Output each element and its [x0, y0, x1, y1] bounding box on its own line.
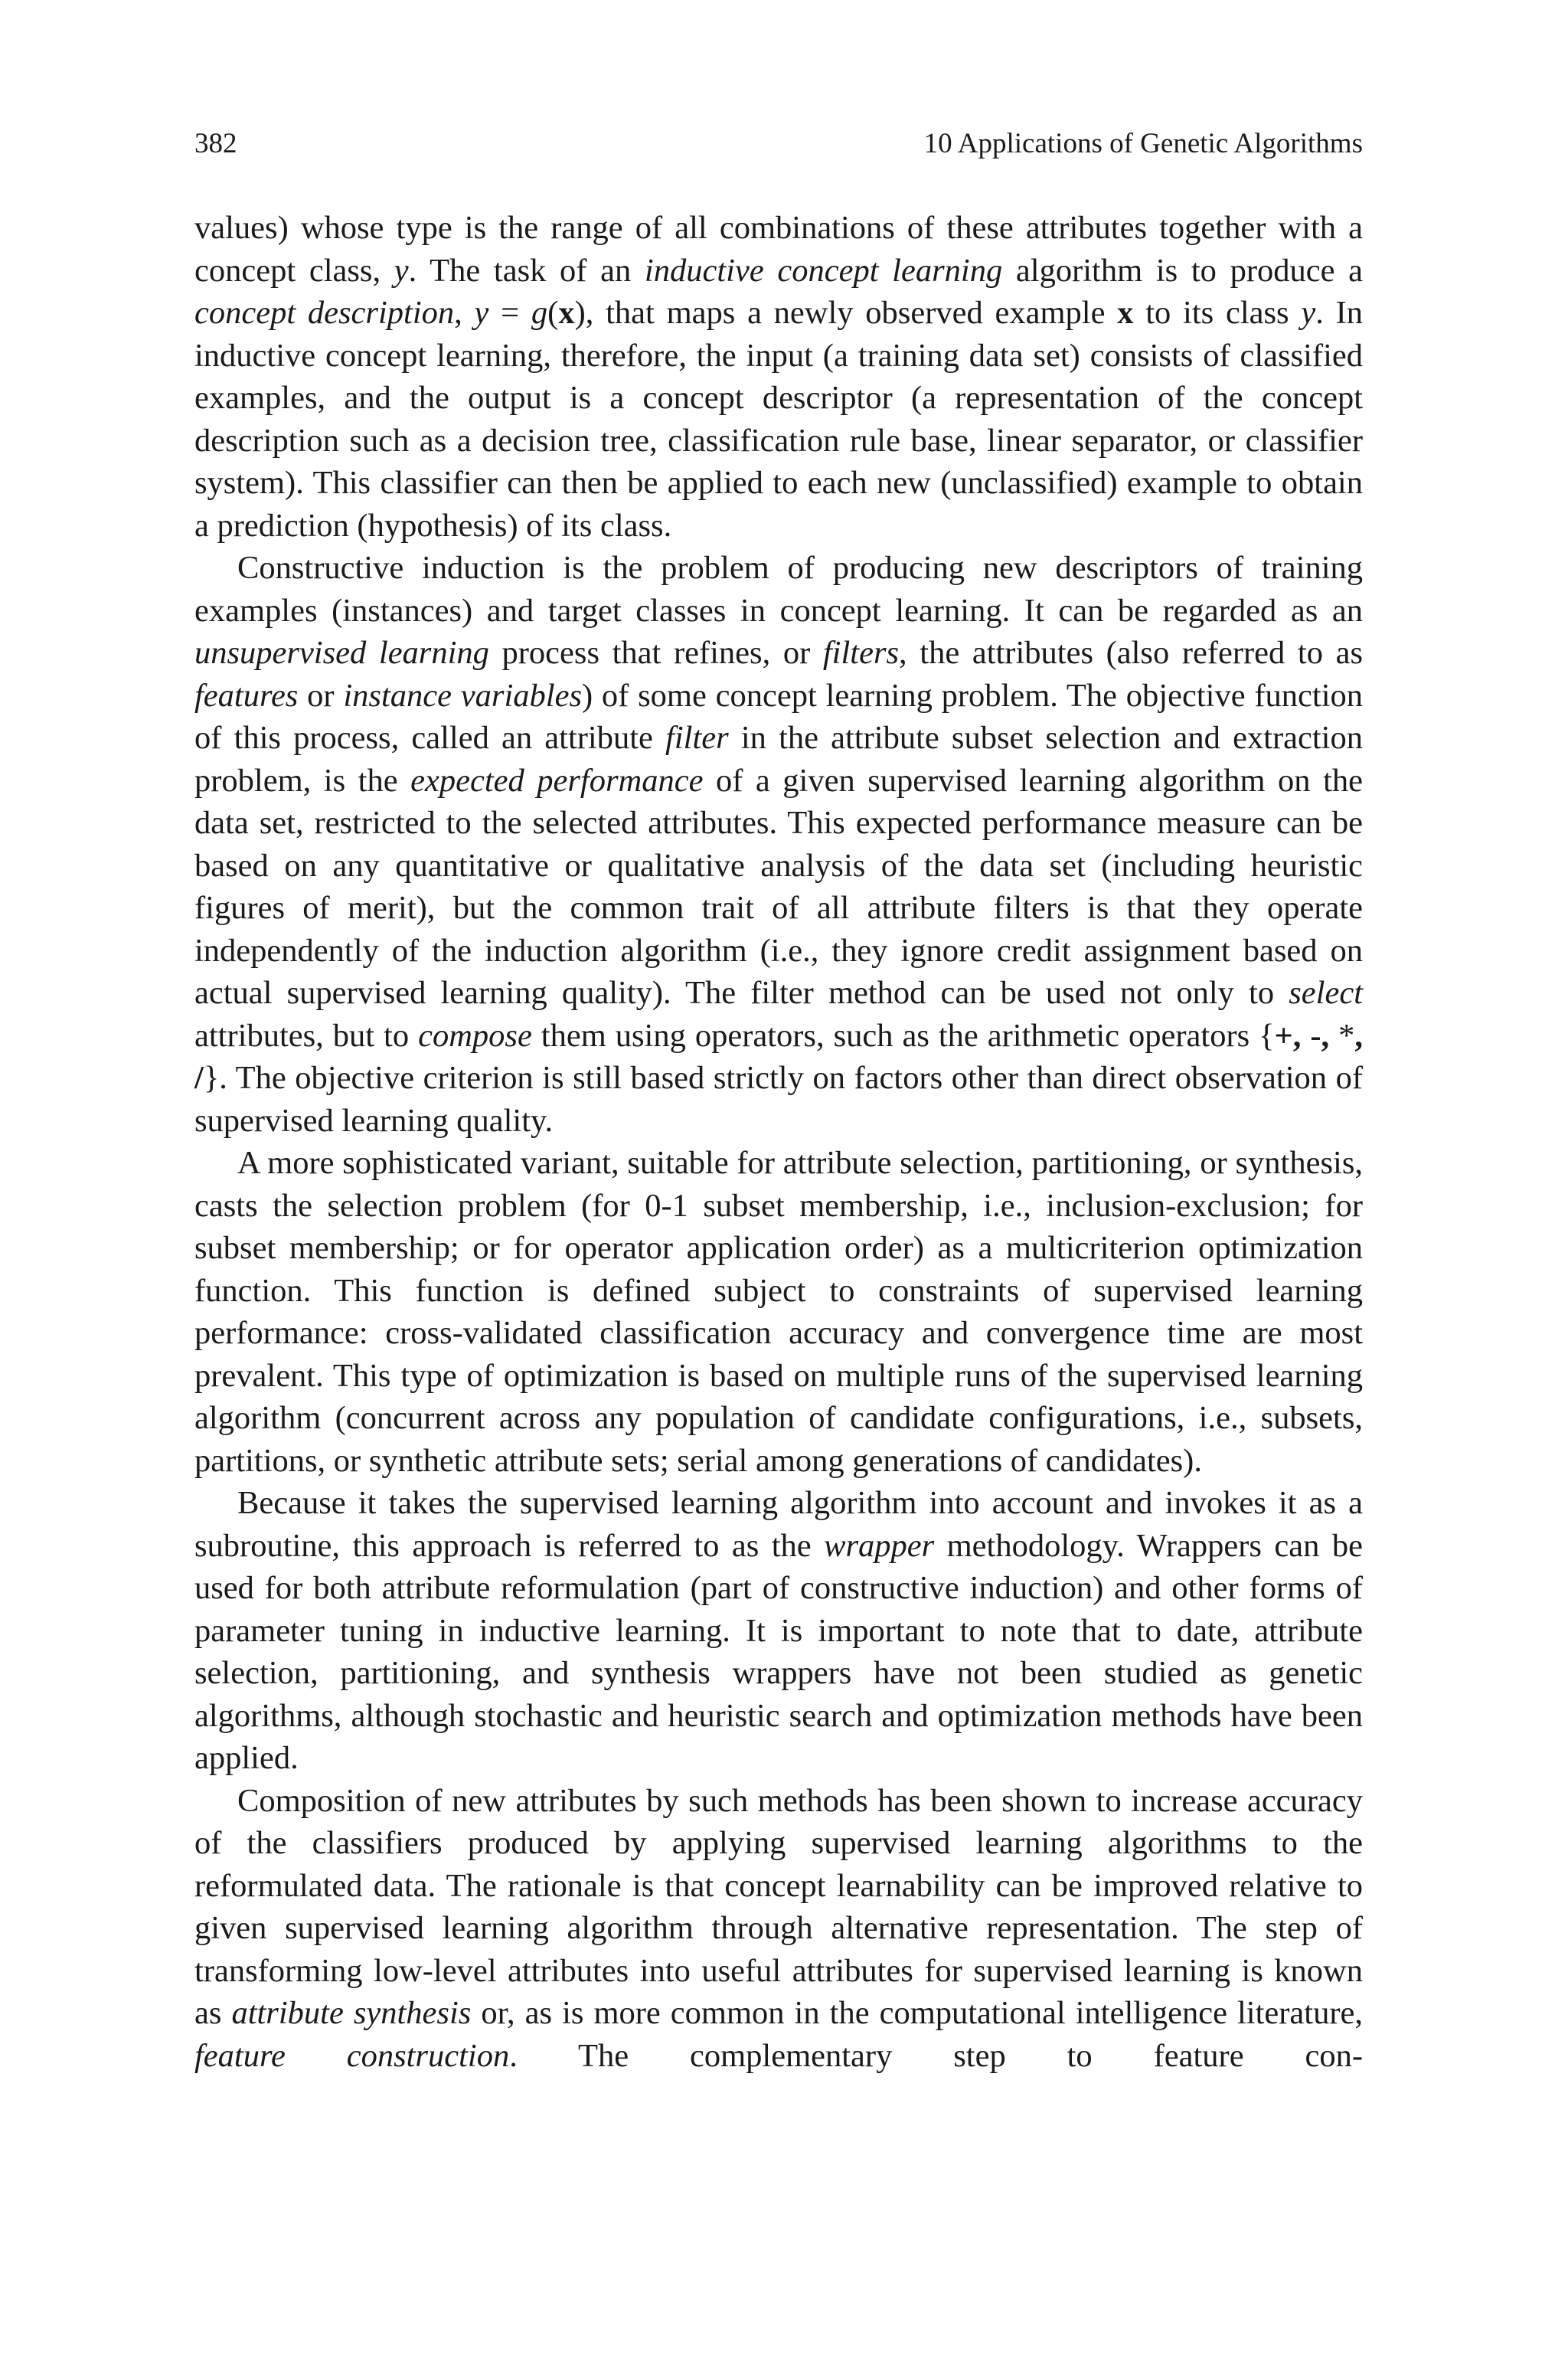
italic-term: wrapper — [824, 1527, 935, 1564]
text-run: them using operators, such as the arithmetic operators { — [531, 1017, 1275, 1054]
text-run: . The task of an — [408, 252, 645, 289]
page-number: 382 — [194, 128, 237, 159]
bold-term: , / — [194, 1017, 1363, 1096]
italic-term: select — [1289, 975, 1363, 1011]
body-text — [194, 207, 1363, 2077]
italic-term: feature construction — [194, 2037, 510, 2074]
italic-term: compose — [418, 1017, 532, 1054]
italic-term: expected performance — [410, 762, 704, 799]
italic-term: instance variables — [343, 677, 582, 714]
paragraph — [194, 1780, 1363, 2078]
italic-term: y — [1301, 295, 1316, 331]
text-run: in the attribute subset selection and extraction problem, is the — [194, 720, 1363, 799]
text-run: ), that maps a newly observed example — [574, 295, 1118, 331]
text-run: Because it takes the supervised learning algorithm into account and invokes it as a subroutine, this approach is referred to as the — [194, 1485, 1363, 1564]
italic-term: features — [194, 677, 299, 714]
text-run: attributes, but to — [194, 1017, 419, 1054]
text-run: of a given supervised learning algorithm on the data set, restricted to the selected attributes. This expected performance measure can be based on any quantitative or qualitative analysis of the data set (including heuristic figures of merit), but the common trait of all attribute filters is that they operate independently of the induction algorithm (i.e., they ignore credit assignment based on actual supervised learning quality). The filter method can be used not only to — [194, 762, 1364, 1011]
italic-term: y — [394, 252, 409, 289]
text-run: or, as is more common in the computational intelligence literature, — [471, 1995, 1363, 2031]
text-run: }. The objective criterion is still based strictly on factors other than direct observation of supervised learning quality. — [194, 1060, 1363, 1139]
text-run: . The complementary step to feature con- — [509, 2037, 1363, 2074]
text-run: process that refines, or — [488, 635, 823, 671]
text-run: = — [488, 295, 531, 331]
italic-term: filter — [665, 720, 729, 756]
text-run: . In inductive concept learning, therefore, the input (a training data set) consists of classified examples, and the output is a concept descriptor (a representation of the concept description such as a decision tree, classification rule base, linear separator, or classifier system). This classifier can then be applied to each new (unclassified) example to obtain a prediction (hypothesis) of its class. — [194, 295, 1364, 544]
text-run: Composition of new attributes by such methods has been shown to increase accuracy of the classifiers produced by applying supervised learning algorithms to the reformulated data. The rationale is that concept learnability can be improved relative to given supervised learning algorithm through alternative representation. The step of transforming low-level attributes into useful attributes for supervised learning is known as — [194, 1782, 1363, 2031]
paragraph — [194, 1142, 1363, 1482]
bold-term: +, -, — [1274, 1017, 1339, 1054]
bold-term: x — [1117, 295, 1134, 331]
text-run: values) whose type is the range of all combinations of these attributes together with a concept class, — [194, 210, 1363, 289]
text-run: or — [298, 677, 344, 714]
bold-term: x — [558, 295, 575, 331]
italic-term: concept description — [194, 295, 455, 331]
running-head — [194, 121, 1363, 167]
paragraph — [194, 1482, 1363, 1780]
text-run: methodology. Wrappers can be used for both attribute reformulation (part of constructive induction) and other forms of parameter tuning in inductive learning. It is important to note that to date, attribute selection, partitioning, and synthesis wrappers have not been studied as genetic algorithms, although stochastic and heuristic search and optimization methods have been applied. — [194, 1527, 1363, 1776]
chapter-title: 10 Applications of Genetic Algorithms — [923, 128, 1363, 159]
italic-term: unsupervised learning — [194, 635, 489, 671]
italic-term: inductive concept learning — [644, 252, 1003, 289]
text-run: A more sophisticated variant, suitable for attribute selection, partitioning, or synthesis, casts the selection problem (for 0-1 subset membership, i.e., inclusion-exclusion; for subset membership; or for operator application order) as a multicriterion optimization function. This function is defined subject to constraints of supervised learning performance: cross-validated classification accuracy and convergence time are most prevalent. This type of optimization is based on multiple runs of the supervised learning algorithm (concurrent across any population of candidate configurations, i.e., subsets, partitions, or synthetic attribute sets; serial among generations of candidates). — [194, 1145, 1363, 1479]
text-run: Constructive induction is the problem of producing new descriptors of training examples (instances) and target classes in concept learning. It can be regarded as an — [194, 550, 1363, 629]
text-run: ) of some concept learning problem. The objective function of this process, called an attribute — [194, 677, 1364, 756]
text-run: * — [1338, 1017, 1355, 1054]
italic-term: filters — [822, 635, 900, 671]
text-run: , the attributes (also referred to as — [899, 635, 1363, 671]
text-run: to its class — [1133, 295, 1302, 331]
text-run: algorithm is to produce a — [1002, 252, 1363, 289]
text-run: , — [454, 295, 475, 331]
text-run: ( — [547, 295, 559, 331]
italic-term: y — [474, 295, 489, 331]
paragraph — [194, 207, 1363, 547]
paragraph — [194, 547, 1363, 1142]
italic-term: attribute synthesis — [231, 1995, 472, 2031]
italic-term: g — [531, 295, 548, 331]
